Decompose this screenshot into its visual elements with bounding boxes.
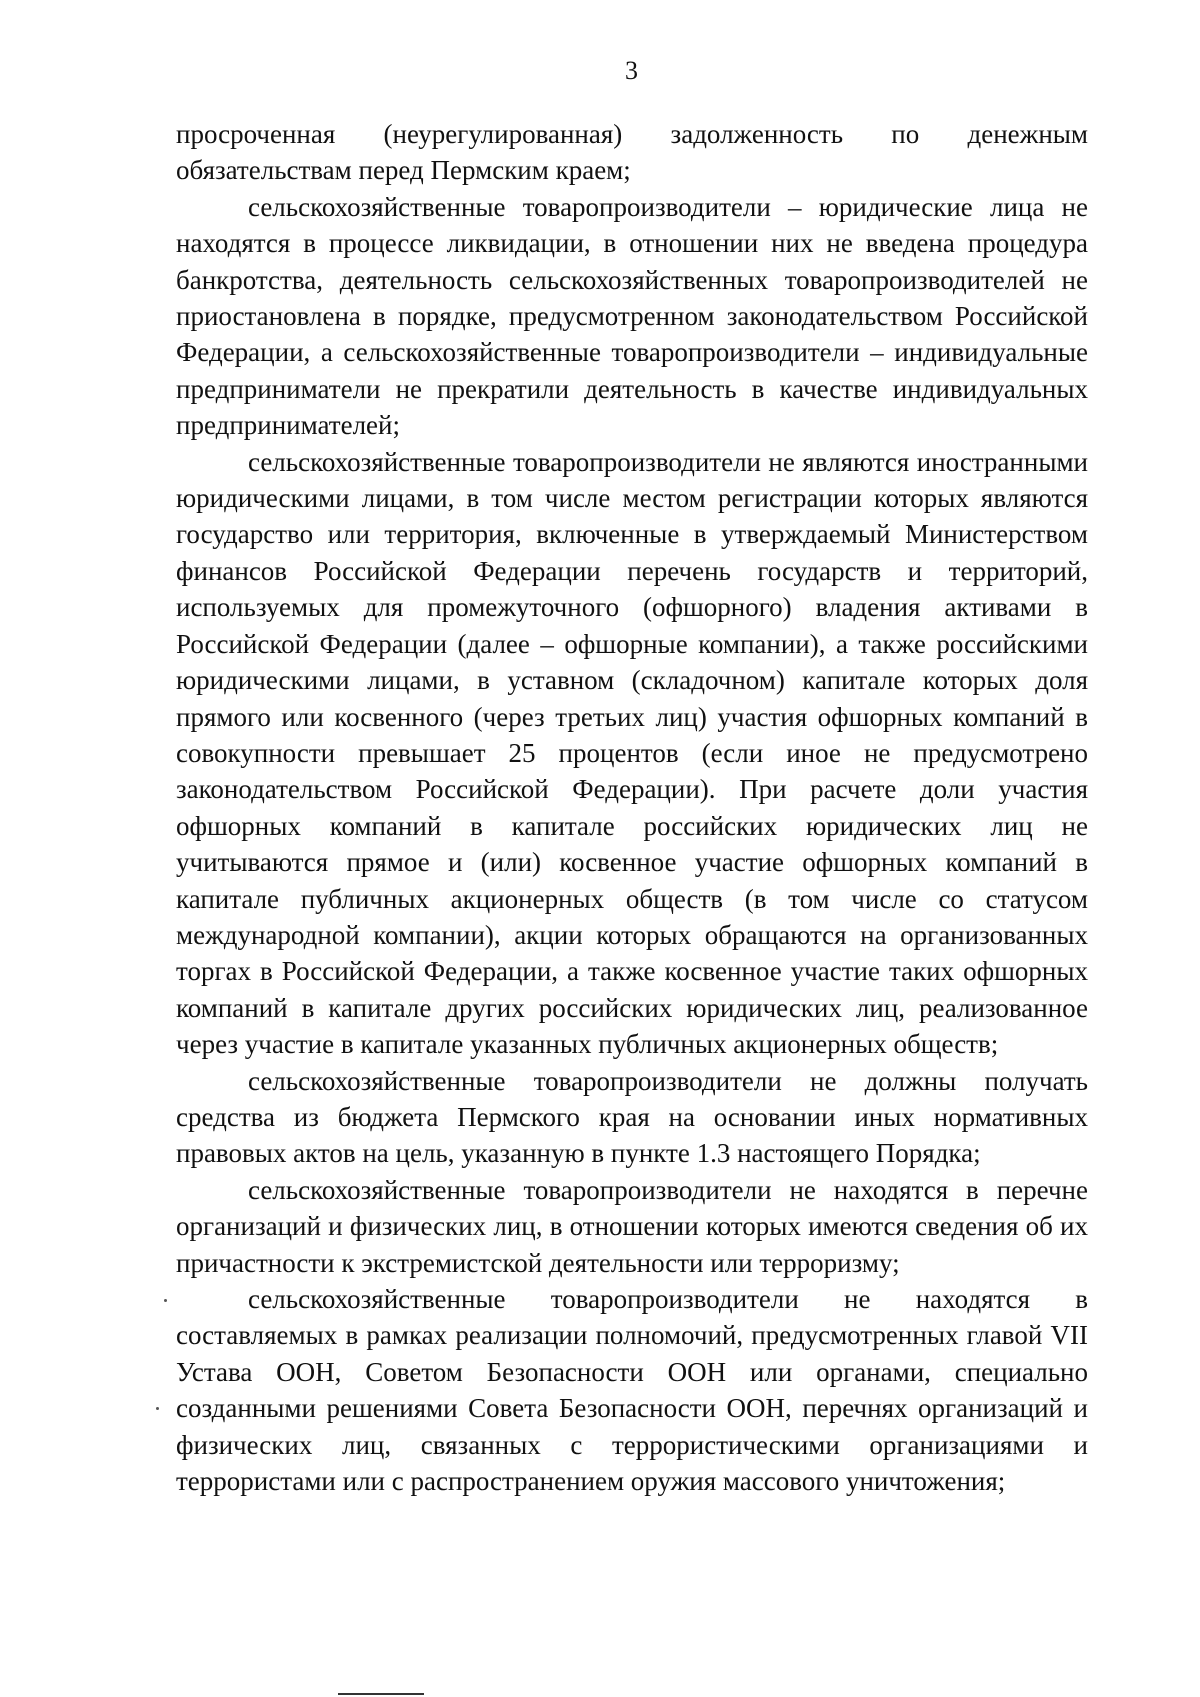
paragraph-6: сельскохозяйственные товаропроизводители не находятся в составляемых в рамках реализации полномочий, предусмотренных главой VII Устава ООН, Советом Безопасности ООН или органами, специально созданными решениями Совета Безопасности ООН, перечнях организаций и физических лиц, связанных с террористическими организациями и террористами или с распространением оружия массового уничтожения; xyxy=(176,1284,1088,1497)
paragraph-2: сельскохозяйственные товаропроизводители – юридические лица не находятся в процессе ликвидации, в отношении них не введена процедура банкротства, деятельность сельскохозяйственных товаропроизводителей не приостановлена в порядке, предусмотренном законодательством Российской Федерации, а сельскохозяйственные товаропроизводители – индивидуальные предприниматели не прекратили деятельность в качестве индивидуальных предпринимателей; xyxy=(176,191,1088,441)
paragraph-3: сельскохозяйственные товаропроизводители не являются иностранными юридическими лицами, в том числе местом регистрации которых являются государство или территория, включенные в утверждаемый Министерством финансов Российской Федерации перечень государств и территорий, используемых для промежуточного (офшорного) владения активами в Российской Федерации (далее – офшорные компании), а также российскими юридическими лицами, в уставном (складочном) капитале которых доля прямого или косвенного (через третьих лиц) участия офшорных компаний в совокупности превышает 25 процентов (если иное не предусмотрено законодательством Российской Федерации). При расчете доли участия офшорных компаний в капитале российских юридических лиц не учитываются прямое и (или) косвенное участие офшорных компаний в капитале публичных акционерных обществ (в том числе со статусом международной компании), акции которых обращаются на организованных торгах в Российской Федерации, а также косвенное участие таких офшорных компаний в капитале других российских юридических лиц, реализованное через участие в капитале указанных публичных акционерных обществ; xyxy=(176,446,1088,1060)
document-body xyxy=(176,116,1088,1499)
paragraph-5: сельскохозяйственные товаропроизводители не находятся в перечне организаций и физических лиц, в отношении которых имеются сведения об их причастности к экстремистской деятельности или терроризму; xyxy=(176,1174,1088,1278)
paragraph-4: сельскохозяйственные товаропроизводители не должны получать средства из бюджета Пермского края на основании иных нормативных правовых актов на цель, указанную в пункте 1.3 настоящего Порядка; xyxy=(176,1065,1088,1169)
scan-edge-mark xyxy=(338,1693,424,1695)
page-number: 3 xyxy=(625,56,638,85)
scan-speck xyxy=(156,1407,159,1410)
paragraph-1: просроченная (неурегулированная) задолженность по денежным обязательствам перед Пермским краем; xyxy=(176,119,1088,186)
scan-speck xyxy=(164,1299,167,1302)
